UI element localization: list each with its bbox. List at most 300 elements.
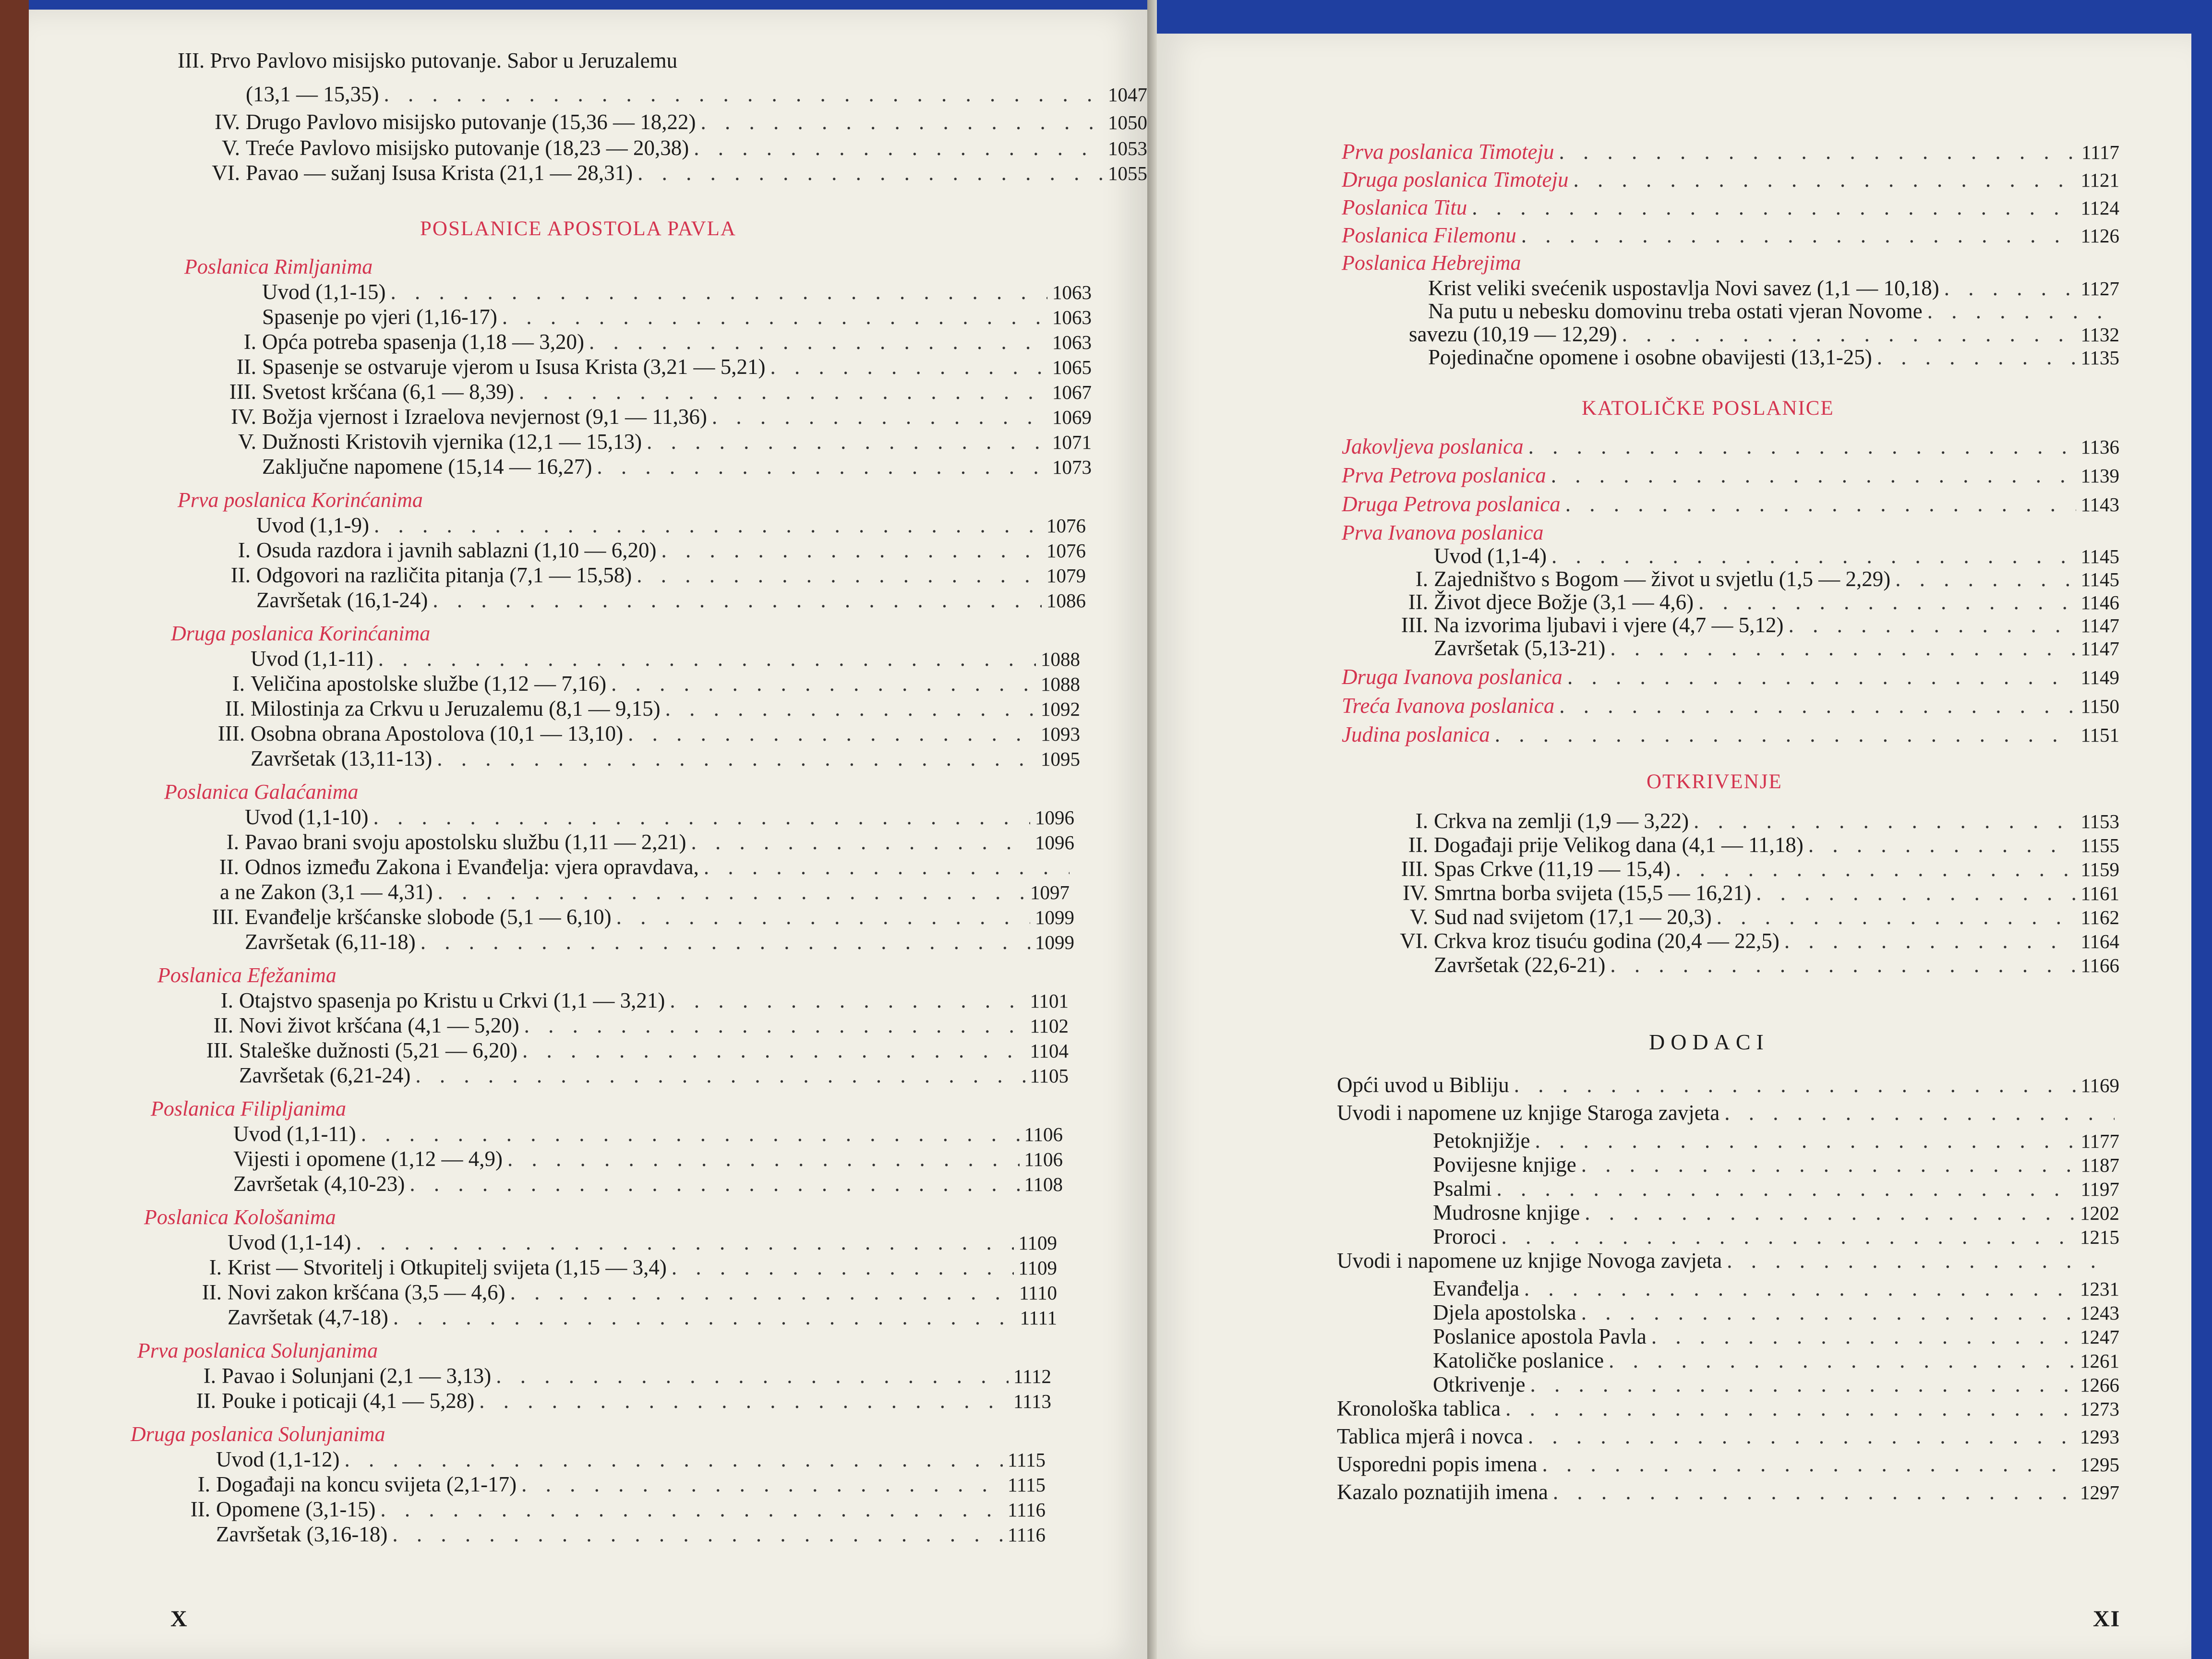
toc-entry-title: Tablica mjerâ i novca	[1337, 1424, 1523, 1448]
toc-entry-number: II.	[213, 1013, 233, 1037]
toc-entry-number: I.	[232, 672, 245, 696]
toc-entry-title: Poslanice apostola Pavla	[1433, 1324, 1647, 1348]
right-page	[1157, 34, 2191, 1659]
toc-entry-page: 1053	[1108, 137, 1147, 159]
book-gutter	[1147, 0, 1157, 1659]
letter-title: Poslanica Kološanima	[144, 1205, 336, 1229]
toc-dot-leader	[1559, 139, 2077, 164]
toc-dot-leader	[392, 1522, 1003, 1547]
toc-entry-title: Spasenje po vjeri (1,16-17)	[262, 305, 497, 329]
toc-entry[interactable]	[1375, 928, 2119, 954]
toc-entry[interactable]	[171, 1013, 1069, 1038]
toc-section-entry[interactable]	[1342, 463, 2119, 488]
toc-dot-leader	[1472, 195, 2076, 220]
toc-entry[interactable]	[177, 805, 1074, 830]
toc-entry-title: Novi zakon kršćana (3,5 — 4,6)	[228, 1280, 505, 1304]
toc-entry-number: II.	[190, 1497, 210, 1521]
toc-entry-title: Uvod (1,1-15)	[262, 280, 386, 304]
toc-entry-title: Kazalo poznatijih imena	[1337, 1480, 1548, 1504]
toc-entry-title: Opća potreba spasenja (1,18 — 3,20)	[262, 330, 585, 354]
toc-entry[interactable]	[1433, 1152, 2119, 1178]
toc-entry[interactable]	[148, 1447, 1046, 1472]
toc-entry-page: 1169	[2080, 1074, 2119, 1096]
toc-dot-leader	[378, 646, 1036, 671]
toc-entry[interactable]	[1375, 613, 2119, 638]
toc-entry-page: 1261	[2080, 1350, 2119, 1372]
toc-entry-title: Poslanica Titu	[1342, 195, 1467, 219]
toc-entry[interactable]	[1433, 1176, 2119, 1202]
toc-dot-leader	[616, 904, 1030, 929]
toc-dot-leader	[521, 1472, 1003, 1497]
toc-entry-title: Treće Pavlovo misijsko putovanje (18,23 — 20,38)	[246, 136, 689, 160]
toc-dot-leader	[704, 854, 1070, 879]
toc-dot-leader	[770, 354, 1047, 379]
toc-entry[interactable]	[182, 696, 1080, 721]
toc-entry-number: V.	[238, 430, 256, 454]
toc-entry[interactable]	[148, 1522, 1046, 1547]
section-heading-appendix: DODACI	[1649, 1030, 1769, 1054]
toc-entry-number: III.	[229, 380, 256, 404]
toc-dot-leader	[393, 1305, 1015, 1330]
toc-entry-page: 1231	[2080, 1278, 2119, 1300]
toc-entry-title: savezu (10,19 — 12,29)	[1409, 322, 1617, 346]
toc-entry-page: 1116	[1008, 1499, 1046, 1521]
toc-entry[interactable]	[188, 588, 1086, 613]
toc-section-entry[interactable]	[1342, 693, 2119, 719]
toc-entry[interactable]	[1337, 1452, 2119, 1477]
toc-entry-title: Veličina apostolske službe (1,12 — 7,16)	[251, 672, 607, 696]
toc-entry-page: 1150	[2080, 695, 2119, 717]
toc-section-entry[interactable]	[1342, 664, 2119, 690]
toc-dot-leader	[507, 1146, 1020, 1171]
toc-entry-number: V.	[1410, 905, 1428, 929]
toc-entry-number: II.	[1408, 590, 1428, 614]
toc-entry-title: Uvod (1,1-11)	[233, 1122, 356, 1146]
toc-entry[interactable]	[1375, 636, 2119, 661]
toc-entry-title: Kronološka tablica	[1337, 1396, 1501, 1420]
toc-entry-title: Božja vjernost i Izraelova nevjernost (9,1 — 11,36)	[262, 405, 707, 429]
toc-entry[interactable]	[194, 329, 1092, 355]
toc-entry-title: Poslanica Filemonu	[1342, 223, 1516, 247]
toc-entry[interactable]	[194, 379, 1092, 405]
toc-dot-leader	[496, 1363, 1009, 1388]
toc-entry-title: Druga Petrova poslanica	[1342, 492, 1561, 516]
toc-entry-title: Pavao i Solunjani (2,1 — 3,13)	[222, 1364, 492, 1388]
right-page-folio: XI	[2093, 1606, 2121, 1632]
toc-entry[interactable]	[1375, 880, 2119, 906]
toc-entry[interactable]	[1409, 322, 2119, 347]
toc-entry-title: Otajstvo spasenja po Kristu u Crkvi (1,1 — 3,21)	[239, 988, 665, 1012]
toc-entry-number: I.	[220, 988, 233, 1012]
toc-entry-page: 1112	[1013, 1365, 1051, 1387]
section-heading-revelation: OTKRIVENJE	[1647, 770, 1782, 793]
toc-entry-title: Proroci	[1433, 1225, 1497, 1249]
toc-entry-title: Katoličke poslanice	[1433, 1348, 1604, 1372]
toc-entry-title: Jakovljeva poslanica	[1342, 434, 1524, 458]
toc-entry-title: Usporedni popis imena	[1337, 1452, 1538, 1476]
toc-dot-leader	[1585, 1200, 2075, 1225]
toc-entry-title: Evanđelje kršćanske slobode (5,1 — 6,10)	[245, 905, 612, 929]
toc-dot-leader	[611, 671, 1036, 696]
toc-dot-leader	[1514, 1072, 2076, 1097]
toc-entry[interactable]	[1433, 1128, 2119, 1154]
toc-entry-title: Spasenje se ostvaruje vjerom u Isusa Krista (3,21 — 5,21)	[262, 355, 766, 379]
toc-dot-leader	[694, 135, 1103, 160]
toc-entry-title: Drugo Pavlovo misijsko putovanje (15,36 — 18,22)	[246, 110, 696, 134]
toc-entry[interactable]	[1433, 1276, 2119, 1301]
toc-dot-leader	[1581, 1152, 2076, 1177]
toc-entry-title: Psalmi	[1433, 1177, 1492, 1201]
toc-entry[interactable]	[182, 746, 1080, 771]
toc-dot-leader	[1551, 463, 2076, 488]
toc-entry-title: Zaključne napomene (15,14 — 16,27)	[262, 455, 592, 479]
toc-entry-title: Uvod (1,1-14)	[228, 1230, 351, 1254]
toc-entry-title: Uvodi i napomene uz knjige Staroga zavjeta	[1337, 1101, 1720, 1125]
toc-entry[interactable]	[159, 1305, 1057, 1330]
toc-entry[interactable]	[194, 304, 1092, 330]
toc-entry-page: 1146	[2080, 591, 2119, 613]
toc-section-entry[interactable]	[1342, 167, 2119, 192]
toc-entry-title: Treća Ivanova poslanica	[1342, 694, 1555, 718]
toc-dot-leader	[589, 329, 1047, 354]
toc-entry[interactable]	[188, 513, 1086, 538]
toc-section-entry[interactable]	[1342, 722, 2119, 747]
toc-dot-leader	[438, 879, 1025, 904]
toc-section-entry[interactable]	[1342, 492, 2119, 517]
toc-section-entry[interactable]	[1342, 223, 2119, 248]
toc-entry-title: Prva Petrova poslanica	[1342, 463, 1546, 487]
toc-entry[interactable]	[165, 1146, 1063, 1172]
toc-entry-title: Evanđelja	[1433, 1276, 1519, 1300]
toc-entry-page: 1109	[1018, 1257, 1057, 1279]
toc-entry-title: Završetak (22,6-21)	[1434, 953, 1606, 977]
toc-dot-leader	[390, 279, 1047, 304]
toc-entry-number: III.	[1401, 857, 1428, 881]
toc-dot-leader	[1609, 1348, 2075, 1373]
toc-entry[interactable]	[1375, 904, 2119, 930]
toc-dot-leader	[437, 746, 1036, 771]
section-heading-pauline-letters: POSLANICE APOSTOLA PAVLA	[420, 217, 736, 240]
toc-entry-page: 1096	[1035, 806, 1074, 829]
toc-entry-page: 1147	[2080, 637, 2119, 660]
toc-entry[interactable]	[178, 135, 1147, 161]
toc-dot-leader	[1784, 928, 2076, 953]
toc-entry[interactable]	[178, 109, 1147, 135]
toc-entry[interactable]	[1433, 1300, 2119, 1325]
toc-entry[interactable]	[177, 904, 1074, 930]
toc-entry[interactable]	[1375, 832, 2119, 858]
toc-dot-leader	[1789, 613, 2076, 637]
toc-entry-title: Pojedinačne opomene i osobne obavijesti (13,1-25)	[1428, 345, 1872, 369]
toc-entry-page: 1266	[2080, 1374, 2119, 1396]
toc-entry-title: Milostinja za Crkvu u Jeruzalemu (8,1 — 9,15)	[251, 697, 661, 721]
toc-section-entry[interactable]	[1342, 195, 2119, 220]
toc-dot-leader	[1501, 1224, 2075, 1249]
letter-title: Druga poslanica Solunjanima	[131, 1422, 385, 1446]
toc-entry-title: Opći uvod u Bibliju	[1337, 1073, 1509, 1097]
toc-entry-number: II.	[219, 855, 239, 879]
toc-entry-title: Završetak (4,7-18)	[228, 1305, 388, 1329]
toc-entry-title: Judina poslanica	[1342, 722, 1490, 746]
toc-dot-leader	[1535, 1128, 2076, 1153]
toc-dot-leader	[1877, 345, 2076, 370]
toc-entry-title: Događaji na koncu svijeta (2,1-17)	[216, 1472, 517, 1496]
toc-entry-title: Završetak (3,16-18)	[216, 1522, 388, 1546]
toc-entry-page: 1116	[1008, 1524, 1046, 1546]
toc-entry-page: 1109	[1018, 1232, 1057, 1254]
toc-entry-title: Završetak (4,10-23)	[233, 1172, 405, 1196]
toc-entry-title: Sud nad svijetom (17,1 — 20,3)	[1434, 905, 1712, 929]
toc-dot-leader	[691, 830, 1031, 854]
toc-entry-page: 1097	[1030, 881, 1070, 903]
toc-entry[interactable]	[159, 1280, 1057, 1305]
toc-entry-page: 1113	[1013, 1390, 1051, 1412]
toc-dot-leader	[510, 1280, 1014, 1305]
toc-entry-page: 1293	[2080, 1426, 2119, 1448]
toc-entry[interactable]	[159, 1255, 1057, 1280]
toc-dot-leader	[1565, 492, 2076, 517]
toc-entry[interactable]	[1337, 1100, 2119, 1125]
toc-dot-leader	[415, 1063, 1025, 1088]
toc-entry-page: 1093	[1041, 723, 1080, 745]
toc-entry[interactable]	[188, 563, 1086, 588]
toc-dot-leader	[672, 1255, 1014, 1280]
toc-entry[interactable]	[1337, 1248, 2119, 1273]
toc-entry[interactable]	[194, 454, 1092, 480]
toc-entry-page: 1243	[2080, 1302, 2119, 1324]
toc-entry[interactable]	[1375, 952, 2119, 978]
toc-entry[interactable]	[1375, 856, 2119, 882]
toc-entry-page: 1139	[2080, 465, 2119, 487]
toc-entry-page: 1096	[1035, 831, 1074, 854]
toc-dot-leader	[637, 563, 1042, 588]
toc-entry-title: Završetak (5,13-21)	[1434, 636, 1606, 660]
toc-dot-leader	[1559, 693, 2076, 718]
toc-entry[interactable]	[1433, 1200, 2119, 1226]
toc-entry-page: 1121	[2080, 169, 2119, 191]
toc-entry-number: I.	[1415, 809, 1428, 833]
toc-dot-leader	[597, 454, 1047, 479]
toc-dot-leader	[1724, 1100, 2115, 1125]
toc-section-entry[interactable]	[1342, 139, 2119, 165]
toc-entry[interactable]	[171, 988, 1069, 1013]
toc-entry-page: 1161	[2080, 882, 2119, 904]
toc-entry-page: 1055	[1108, 162, 1147, 184]
toc-entry-title: Otkrivenje	[1433, 1372, 1526, 1396]
toc-entry-page: 1149	[2080, 666, 2119, 688]
toc-entry[interactable]	[182, 646, 1080, 672]
toc-entry-number: I.	[238, 538, 251, 562]
toc-entry[interactable]	[1428, 345, 2119, 370]
toc-entry[interactable]	[182, 721, 1080, 746]
toc-entry-page: 1111	[1020, 1307, 1057, 1329]
toc-entry[interactable]	[154, 1363, 1051, 1389]
toc-entry[interactable]	[188, 538, 1086, 563]
toc-entry[interactable]	[1375, 589, 2119, 615]
toc-entry[interactable]	[165, 1171, 1063, 1197]
toc-entry-title: Krist — Stvoritelj i Otkupitelj svijeta (1,15 — 3,4)	[228, 1255, 667, 1279]
toc-entry-page: 1273	[2080, 1398, 2119, 1420]
letter-title: Prva poslanica Korinćanima	[178, 488, 423, 512]
toc-entry[interactable]	[194, 429, 1092, 455]
toc-dot-leader	[1553, 1479, 2075, 1504]
toc-dot-leader	[665, 696, 1036, 721]
toc-entry-page: 1135	[2080, 347, 2119, 369]
section-heading-catholic-letters: KATOLIČKE POSLANICE	[1582, 397, 1834, 420]
toc-entry-page: 1143	[2080, 493, 2119, 516]
toc-entry-title: Odgovori na različita pitanja (7,1 — 15,58)	[256, 563, 632, 587]
toc-entry-page: 1151	[2080, 724, 2119, 746]
toc-entry[interactable]	[1428, 276, 2119, 301]
toc-entry-title: Druga poslanica Timoteju	[1342, 168, 1569, 192]
toc-dot-leader	[1530, 1372, 2075, 1397]
toc-entry-title: Dužnosti Kristovih vjernika (12,1 — 15,13)	[262, 430, 642, 454]
toc-entry-page: 1095	[1041, 748, 1080, 770]
toc-entry[interactable]	[171, 1063, 1069, 1088]
toc-entry-title: Uvod (1,1-10)	[245, 805, 369, 829]
toc-entry[interactable]	[165, 1121, 1063, 1147]
toc-entry[interactable]	[1433, 1324, 2119, 1349]
toc-entry[interactable]	[1433, 1372, 2119, 1397]
toc-entry[interactable]	[220, 879, 1070, 905]
toc-entry[interactable]	[148, 1472, 1046, 1497]
toc-entry-title: Crkva kroz tisuću godina (20,4 — 22,5)	[1434, 929, 1779, 953]
toc-entry-page: 1132	[2080, 324, 2119, 346]
toc-dot-leader	[1622, 322, 2076, 347]
toc-entry-title: Pavao — sužanj Isusa Krista (21,1 — 28,31)	[246, 161, 633, 185]
toc-entry-page: 1297	[2080, 1481, 2119, 1503]
toc-entry[interactable]	[1375, 566, 2119, 592]
toc-entry-title: Uvod (1,1-12)	[216, 1447, 340, 1471]
toc-entry-page: 1115	[1008, 1474, 1046, 1496]
toc-entry[interactable]	[194, 404, 1092, 430]
toc-entry-page: 1126	[2080, 225, 2119, 247]
toc-dot-leader	[1574, 167, 2076, 192]
toc-dot-leader	[637, 160, 1103, 185]
book-cover-edge	[0, 0, 29, 1659]
toc-dot-leader	[700, 109, 1103, 134]
toc-entry[interactable]	[178, 82, 1147, 107]
toc-entry-title: Uvodi i napomene uz knjige Novoga zavjeta	[1337, 1249, 1722, 1273]
toc-dot-leader	[380, 1497, 1003, 1522]
toc-entry-title: Zajedništvo s Bogom — život u svjetlu (1,5 — 2,29)	[1434, 567, 1891, 591]
toc-entry-page: 1073	[1052, 456, 1092, 478]
toc-entry-title: Spas Crkve (11,19 — 15,4)	[1434, 857, 1671, 881]
toc-entry-page: 1177	[2080, 1130, 2119, 1152]
toc-dot-leader	[1694, 808, 2076, 833]
toc-dot-leader	[1756, 880, 2076, 905]
toc-entry-title: Staleške dužnosti (5,21 — 6,20)	[239, 1038, 517, 1062]
toc-dot-leader	[479, 1388, 1009, 1413]
toc-entry[interactable]	[177, 929, 1074, 955]
toc-entry-number: II.	[202, 1280, 222, 1304]
toc-entry[interactable]	[171, 1038, 1069, 1063]
toc-dot-leader	[1675, 856, 2076, 881]
toc-entry-page: 1088	[1041, 673, 1080, 695]
toc-dot-leader	[519, 379, 1047, 404]
toc-dot-leader	[374, 513, 1042, 538]
toc-entry-title: Osobna obrana Apostolova (10,1 — 13,10)	[251, 721, 624, 745]
toc-dot-leader	[361, 1121, 1020, 1146]
toc-entry-number: III.	[206, 1038, 233, 1062]
toc-dot-leader	[1528, 434, 2076, 459]
toc-dot-leader	[1808, 832, 2076, 857]
toc-entry[interactable]	[1337, 1396, 2119, 1421]
toc-entry[interactable]	[1375, 543, 2119, 569]
toc-dot-leader	[1551, 543, 2076, 568]
toc-entry-page: 1153	[2080, 810, 2119, 832]
toc-dot-leader	[1651, 1324, 2075, 1349]
toc-entry[interactable]	[154, 1388, 1051, 1414]
toc-dot-leader	[661, 538, 1042, 563]
toc-dot-leader	[647, 429, 1047, 454]
letter-title: Prva Ivanova poslanica	[1342, 521, 1544, 544]
toc-entry-page: 1187	[2080, 1154, 2119, 1176]
toc-dot-leader	[1528, 1424, 2075, 1449]
toc-dot-leader	[1927, 299, 2115, 324]
toc-entry[interactable]	[177, 854, 1074, 879]
toc-dot-leader	[1610, 636, 2076, 661]
toc-entry-page: 1106	[1024, 1148, 1063, 1170]
toc-entry-page: 1127	[2080, 277, 2119, 300]
toc-entry-page: 1215	[2080, 1226, 2119, 1248]
toc-entry-title: Opomene (3,1-15)	[216, 1497, 376, 1521]
toc-dot-leader	[1581, 1300, 2075, 1325]
toc-entry[interactable]	[194, 354, 1092, 380]
toc-entry-page: 1202	[2080, 1202, 2119, 1224]
toc-entry-title: Završetak (13,11-13)	[251, 746, 433, 770]
toc-entry-page: 1047	[1108, 84, 1147, 106]
toc-entry[interactable]	[1337, 1424, 2119, 1449]
toc-dot-leader	[421, 929, 1030, 954]
toc-entry-title: Život djece Božje (3,1 — 4,6)	[1434, 590, 1694, 614]
toc-entry[interactable]	[159, 1230, 1057, 1255]
letter-title: Prva poslanica Solunjanima	[137, 1339, 378, 1362]
toc-entry-page: 1197	[2080, 1178, 2119, 1200]
toc-entry-title: Crkva na zemlji (1,9 — 3,22)	[1434, 809, 1689, 833]
toc-dot-leader	[1542, 1452, 2075, 1477]
toc-entry-title: Završetak (6,11-18)	[245, 930, 416, 954]
toc-entry-title: Svetost kršćana (6,1 — 8,39)	[262, 380, 514, 404]
toc-entry[interactable]	[1428, 299, 2119, 324]
toc-entry-page: 1063	[1052, 306, 1092, 328]
toc-entry[interactable]	[1375, 808, 2119, 834]
toc-entry-page: 1063	[1052, 331, 1092, 353]
toc-entry-title: Djela apostolska	[1433, 1300, 1576, 1324]
toc-entry[interactable]	[1433, 1348, 2119, 1373]
toc-entry-title: III. Prvo Pavlovo misijsko putovanje. Sabor u Jeruzalemu	[178, 48, 678, 72]
toc-entry[interactable]	[1337, 1072, 2119, 1098]
toc-entry-page: 1065	[1052, 356, 1092, 378]
toc-entry[interactable]	[1433, 1224, 2119, 1250]
toc-dot-leader	[433, 588, 1042, 613]
toc-entry-number: IV.	[231, 405, 256, 429]
toc-entry[interactable]	[148, 1497, 1046, 1522]
toc-section-entry[interactable]	[1342, 434, 2119, 459]
toc-entry[interactable]	[178, 160, 1147, 186]
toc-entry[interactable]	[182, 671, 1080, 697]
toc-entry-page: 1088	[1041, 648, 1080, 670]
toc-dot-leader	[1524, 1276, 2075, 1301]
toc-entry-number: II.	[1408, 833, 1428, 857]
toc-entry[interactable]	[177, 830, 1074, 855]
toc-entry[interactable]	[1337, 1479, 2119, 1505]
toc-entry-number: III.	[217, 721, 245, 745]
toc-entry-number: VI.	[212, 161, 240, 185]
toc-entry[interactable]	[194, 279, 1092, 305]
toc-entry-title: Uvod (1,1-9)	[256, 513, 369, 537]
toc-entry-page: 1159	[2080, 858, 2119, 880]
